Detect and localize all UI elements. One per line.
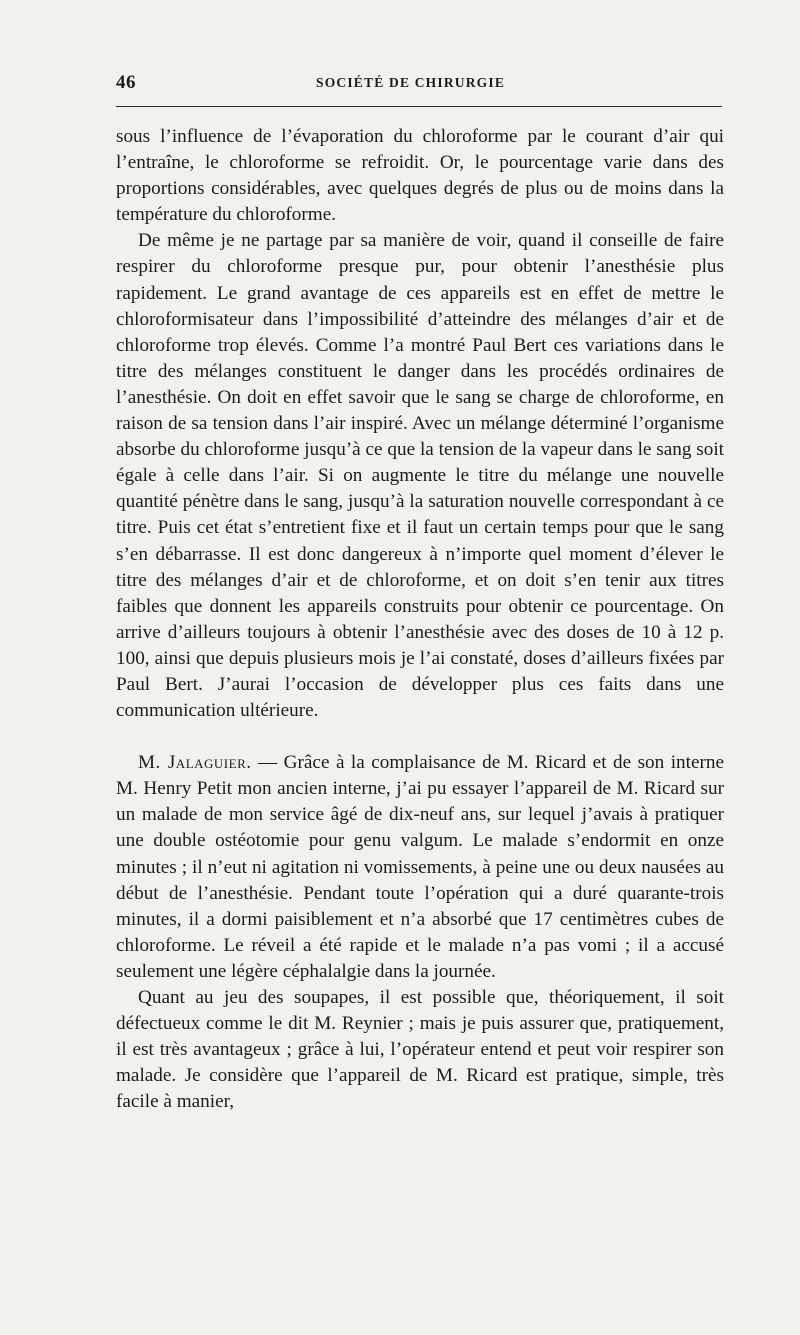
paragraph-continuation: sous l’influence de l’évaporation du chloroforme par le courant d’air qui l’entraîne, le chloroforme se refroidit. Or, le pourcentage varie dans des proportions considérables, avec quelques degrés de plus ou de moins dans la température du chloroforme. [116, 126, 724, 226]
body-text [116, 124, 724, 1115]
header-rule [116, 106, 722, 107]
speaker-text: — Grâce à la complaisance de M. Ricard et de son interne M. Henry Petit mon ancien interne, j’ai pu essayer l’appareil de M. Ricard sur un malade de mon service âgé de dix-neuf ans, sur lequel j’avais à pratiquer une double ostéotomie pour genu valgum. Le malade s’endormit en onze minutes ; il n’eut ni agitation ni vomissements, à peine une ou deux nausées au début de l’anesthésie. Pendant toute l’opération qui a duré quarante-trois minutes, il a dormi paisiblement et n’a absorbé que 17 centimètres cubes de chloroforme. Le réveil a été rapide et le malade n’a pas vomi ; il a accusé seulement une légère céphalalgie dans la journée. [116, 752, 724, 982]
closing-paragraph: Quant au jeu des soupapes, il est possible que, théoriquement, il soit défectueux comme le dit M. Reynier ; mais je puis assurer que, pratiquement, il est très avantageux ; grâce à lui, l’opérateur entend et peut voir respirer son malade. Je considère que l’appareil de M. Ricard est pratique, simple, très facile à manier, [116, 987, 724, 1113]
speaker-paragraph [116, 750, 724, 985]
speaker-name: M. Jalaguier. [138, 752, 252, 774]
paragraph: De même je ne partage par sa manière de voir, quand il conseille de faire respirer du chloroforme presque pur, pour obtenir l’anesthésie plus rapidement. Le grand avantage de ces appareils est en effet de mettre le chloroformisateur dans l’impossibilité d’atteindre des mélanges d’air et de chloroforme trop élevés. Comme l’a montré Paul Bert ces variations dans le titre des mélanges constituent le danger dans les procédés ordinaires de l’anesthésie. On doit en effet savoir que le sang se charge de chloroforme, en raison de sa tension dans l’air inspiré. Avec un mélange déterminé l’organisme absorbe du chloroforme jusqu’à ce que la tension de la vapeur dans le sang soit égale à celle dans l’air. Si on augmente le titre du mélange une nouvelle quantité pénètre dans le sang, jusqu’à la saturation nouvelle correspondant à ce titre. Puis cet état s’entretient fixe et il faut un certain temps pour que le sang s’en débarrasse. Il est donc dangereux à n’importe quel moment d’élever le titre des mélanges d’air et de chloroforme, et on doit s’en tenir aux titres faibles que donnent les appareils construits pour obtenir ce pourcentage. On arrive d’ailleurs toujours à obtenir l’anesthésie avec des doses de 10 à 12 p. 100, ainsi que depuis plusieurs mois je l’ai constaté, doses d’ailleurs fixées par Paul Bert. J’aurai l’occasion de développer plus ces faits dans une communication ultérieure. [116, 230, 724, 722]
page-number: 46 [116, 72, 136, 93]
page-header [116, 72, 722, 102]
running-title: SOCIÉTÉ DE CHIRURGIE [316, 75, 506, 90]
